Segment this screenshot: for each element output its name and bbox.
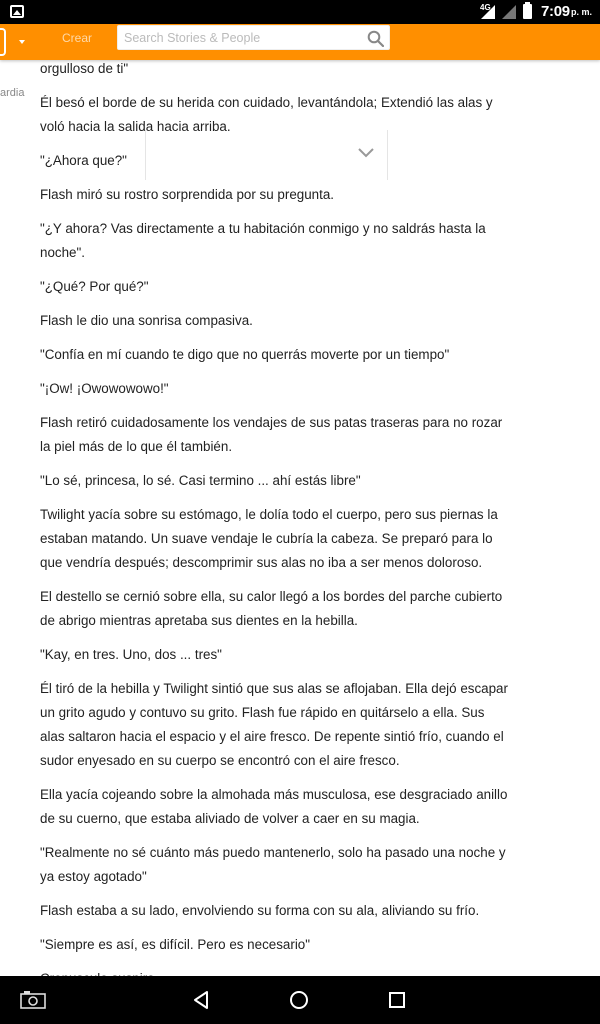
status-ampm: p. m.: [571, 7, 593, 17]
story-paragraph: "Realmente no sé cuánto más puedo mantenerlo, solo ha pasado una noche y ya estoy agotado": [40, 845, 506, 884]
story-paragraph: "¡Ow! ¡Owowowowo!": [40, 381, 169, 396]
home-icon[interactable]: [287, 976, 311, 1024]
side-panel-label: ardia: [0, 87, 25, 99]
chapter-selector[interactable]: [145, 130, 388, 180]
navigation-bar: [0, 976, 600, 1024]
status-time: 7:09: [541, 3, 570, 20]
image-icon: [10, 5, 24, 18]
story-paragraph: "¿Qué? Por qué?": [40, 279, 149, 294]
story-paragraph: Ella yacía cojeando sobre la almohada más musculosa, ese desgraciado anillo de su cuerno, que estaba aliviado de volver a caer en su magia.: [40, 787, 508, 826]
status-bar: [0, 0, 600, 24]
back-icon[interactable]: [190, 976, 214, 1024]
story-paragraph: Flash miró su rostro sorprendida por su pregunta.: [40, 187, 334, 202]
search-box[interactable]: [117, 25, 390, 50]
camera-icon[interactable]: [18, 976, 48, 1024]
search-icon[interactable]: [367, 30, 384, 47]
story-paragraph: Flash retiró cuidadosamente los vendajes de sus patas traseras para no rozar la piel más de lo que él también.: [40, 415, 503, 454]
chevron-down-icon[interactable]: [358, 148, 374, 158]
story-paragraph: Él besó el borde de su herida con cuidado, levantándola; Extendió las alas y voló hacia la salida hacia arriba.: [40, 95, 493, 134]
recents-icon[interactable]: [385, 976, 409, 1024]
story-paragraph: Él tiró de la hebilla y Twilight sintió que sus alas se aflojaban. Ella dejó escapar un grito agudo y contuvo su grito. Flash fue rápido en quitárselo a ella. Sus alas saltaron hacia el espacio y el aire fresco. De repente sintió frío, cuando el sudor enyesado en su cuerpo se encontró con el aire fresco.: [40, 681, 508, 768]
story-paragraph: "Kay, en tres. Uno, dos ... tres": [40, 647, 222, 662]
story-paragraph: Flash le dio una sonrisa compasiva.: [40, 313, 253, 328]
signal-empty-icon: [502, 5, 516, 19]
story-paragraph: "Lo sé, princesa, lo sé. Casi termino ... ahí estás libre": [40, 473, 361, 488]
story-paragraph: "¿Y ahora? Vas directamente a tu habitación conmigo y no saldrás hasta la noche".: [40, 221, 486, 260]
battery-icon: [523, 4, 532, 19]
create-link[interactable]: Crear: [62, 31, 93, 45]
caret-down-icon[interactable]: [19, 40, 25, 44]
story-paragraph: "Confía en mí cuando te digo que no querrás moverte por un tiempo": [40, 347, 450, 362]
network-type: 4G: [480, 3, 491, 12]
search-input[interactable]: [124, 29, 354, 47]
story-paragraph: Twilight yacía sobre su estómago, le dolía todo el cuerpo, pero sus piernas la estaban matando. Un suave vendaje le cubría la cabeza. Se preparó para lo que vendría después; descomprimir sus alas no iba a ser menos doloroso.: [40, 507, 498, 570]
discover-button[interactable]: [0, 28, 6, 56]
story-paragraph: El destello se cernió sobre ella, su calor llegó a los bordes del parche cubierto de abrigo mientras apretaba sus dientes en la hebilla.: [40, 589, 503, 628]
story-paragraph: Flash estaba a su lado, envolviendo su forma con su ala, aliviando su frío.: [40, 903, 480, 918]
app-header: [0, 24, 600, 60]
story-paragraph: orgulloso de ti": [40, 61, 129, 76]
story-paragraph: "Siempre es así, es difícil. Pero es necesario": [40, 937, 310, 952]
story-content: [40, 60, 510, 1001]
story-paragraph: "¿Ahora que?": [40, 153, 127, 168]
